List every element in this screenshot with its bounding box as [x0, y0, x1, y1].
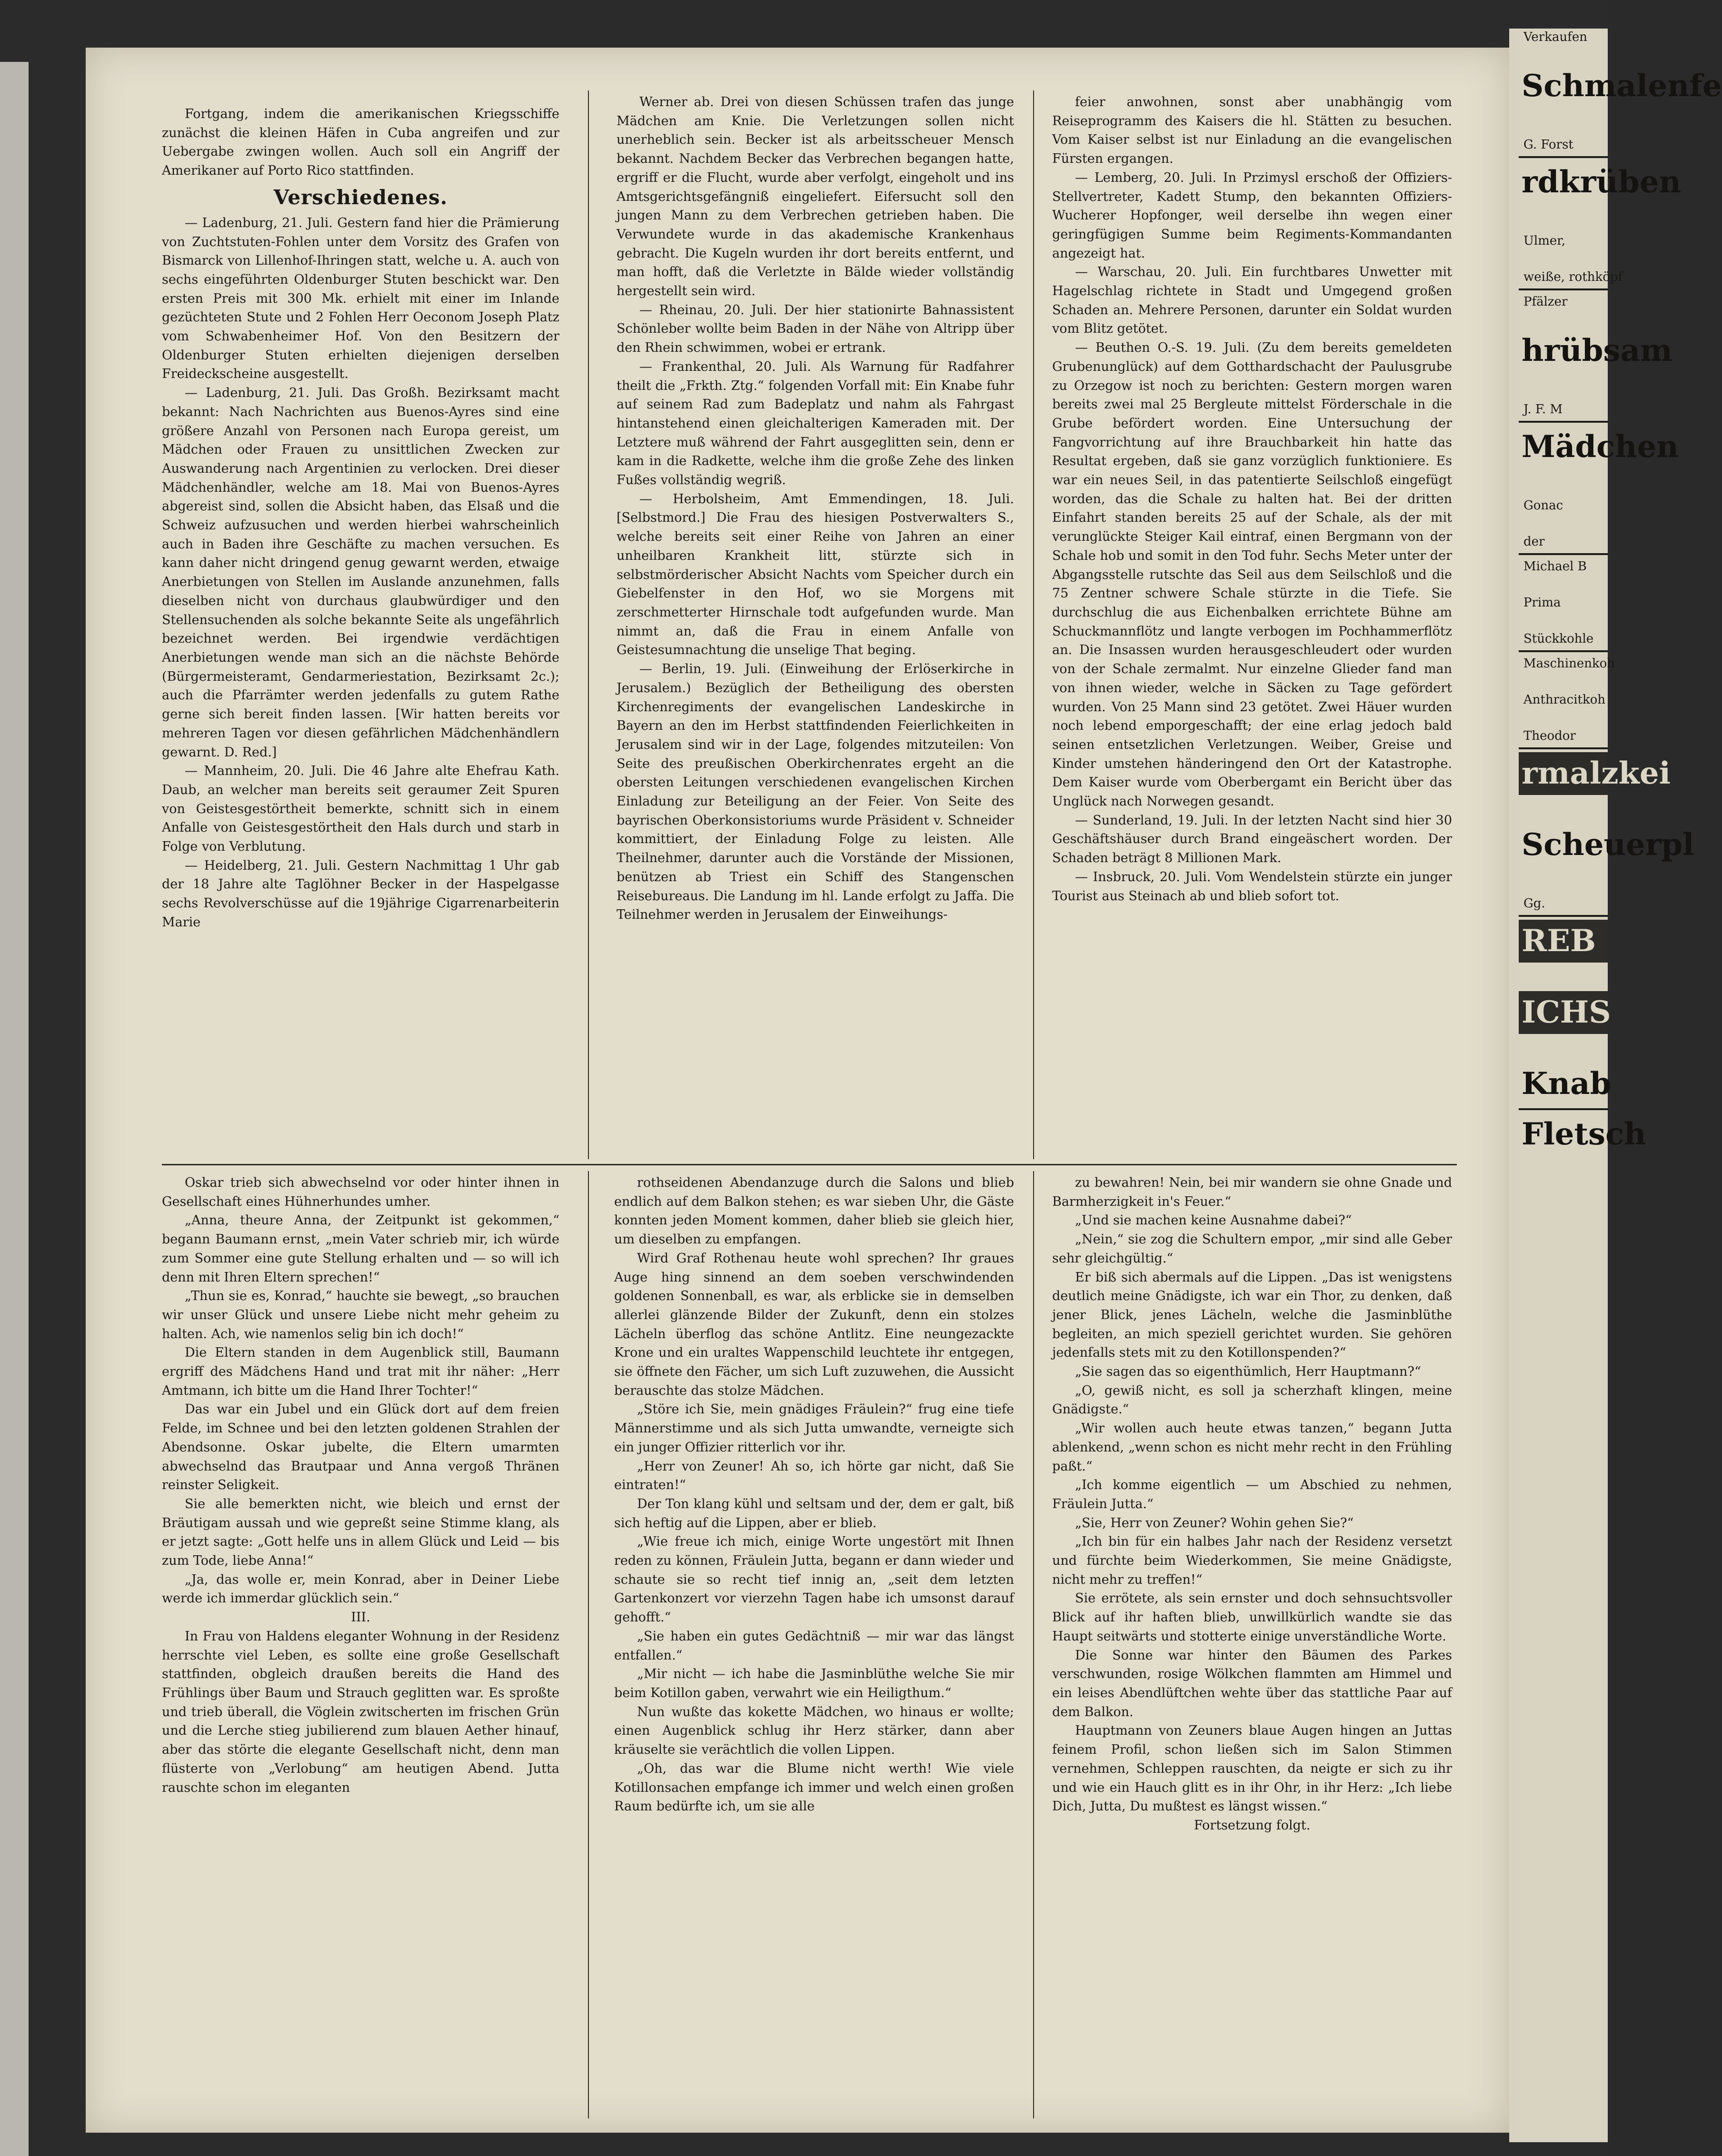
- article-paragraph: — Lemberg, 20. Juli. In Przimysl erschoß der Offiziers-Stellvertreter, Kadett Stump, den bekannten Offiziers-Wucherer Hopfonger, weil derselbe ihn wegen einer geringfügigen Summe beim Regiments-Kommandanten angezeigt hat.: [1052, 170, 1452, 261]
- adjacent-ad-fragment: Gg.: [1523, 896, 1545, 911]
- adjacent-ad-fragment: J. F. M: [1523, 402, 1563, 417]
- adjacent-ad-fragment: Ulmer,: [1523, 234, 1566, 248]
- article-paragraph: — Ladenburg, 21. Juli. Das Großh. Bezirksamt macht bekannt: Nach Nachrichten aus Buenos-Ayres sind eine größere Anzahl von Personen nach Europa gereist, um Mädchen oder Frauen zu unsittlichen Zwecken zur Auswanderung nach Argentinien zu verlocken. Drei dieser Mädchenhändler, welche am 18. Mai von Buenos-Ayres abgereist sind, sollen die Absicht haben, das Elsaß und die Schweiz aufzusuchen und werden hierbei wahrscheinlich auch in Baden ihre Geschäfte zu machen versuchen. Es kann daher nicht dringend genug gewarnt werden, etwaige Anerbietungen von Stellen im Auslande anzunehmen, falls dieselben nicht von durchaus glaubwürdiger und den Stellensuchenden als solche bekannte Seite als ungefährlich bezeichnet werden. Bei irgendwie verdächtigen Anerbietungen wende man sich an die nächste Behörde (Bürgermeisteramt, Gendarmeriestation, Bezirksamt 2c.); auch die Pfarrämter werden jedenfalls zu gutem Rathe gerne sich bereit finden lassen. [Wir hatten bereits vor mehreren Tagen vor diesen gefährlichen Mädchenhändlern gewarnt. D. Red.]: [162, 386, 559, 760]
- strip-spacer: [1519, 575, 1608, 594]
- article-paragraph: — Mannheim, 20. Juli. Die 46 Jahre alte Ehefrau Kath. Daub, an welcher man bereits seit geraumer Zeit Spuren von Geistesgestörtheit bemerkte, schnitt sich in einem Anfalle von Geistesgestörtheit den Hals durch und starb in Folge von Verblutung.: [162, 764, 559, 854]
- strip-spacer: [1519, 795, 1608, 824]
- article-paragraph: „Thun sie es, Konrad,“ hauchte sie bewegt, „so brauchen wir unser Glück und unsere Liebe nicht mehr geheim zu halten. Ach, wie namenlos selig bin ich doch!“: [162, 1289, 559, 1341]
- adjacent-ad-fragment: Maschinenkoh: [1523, 656, 1615, 671]
- article-paragraph: Der Ton klang kühl und seltsam und der, dem er galt, biß sich heftig auf die Lippen, aber er blieb.: [614, 1496, 1014, 1530]
- book-binding: [0, 62, 29, 2156]
- article-paragraph: In Frau von Haldens eleganter Wohnung in der Residenz herrschte viel Leben, es sollte eine große Gesellschaft stattfinden, obgleich draußen bereits die Hand des Frühlings über Baum und Strauch geglitten war. Es sproßte und trieb überall, die Vöglein zwitscherten im frischen Grün und die Lerche stieg jubilierend zum blauen Aether hinauf, aber das störte die elegante Gesellschaft nicht, denn man flüsterte von „Verlobung“ am heutigen Abend. Jutta rauschte schon im eleganten: [162, 1629, 559, 1795]
- adjacent-ad-fragment: weiße, rothköpf: [1523, 270, 1623, 284]
- strip-spacer: [1519, 963, 1608, 991]
- strip-spacer: [1519, 372, 1608, 401]
- article-paragraph: feier anwohnen, sonst aber unabhängig vom Reiseprogramm des Kaisers die hl. Stätten zu besuchen. Vom Kaiser selbst ist nur Einladung an die evangelischen Fürsten ergangen.: [1052, 95, 1452, 167]
- article-paragraph: Sie alle bemerkten nicht, wie bleich und ernst der Bräutigam aussah und wie gepreßt seine Stimme klang, als er jetzt sagte: „Gott helfe uns in allem Glück und Leid — bis zum Tode, liebe Anna!“: [162, 1496, 559, 1569]
- adjacent-ad-fragment: ICHS: [1519, 991, 1608, 1034]
- article-paragraph: „Wir wollen auch heute etwas tanzen,“ begann Jutta ablenkend, „wenn schon es nicht mehr recht in den Frühling paßt.“: [1052, 1421, 1452, 1474]
- article-paragraph: Werner ab. Drei von diesen Schüssen trafen das junge Mädchen am Knie. Die Verletzungen sollen nicht unerheblich sein. Becker ist als arbeitsscheuer Mensch bekannt. Nachdem Becker das Verbrechen begangen hatte, ergriff er die Flucht, wurde aber verfolgt, eingeholt und ins Amtsgerichtsgefängniß eingeliefert. Eifersucht soll den jungen Mann zu dem Verbrechen getrieben haben. Die Verwundete wurde in das akademische Krankenhaus gebracht. Die Kugeln wurden ihr dort bereits entfernt, und man hofft, daß die Verletzte in Bälde wieder vollständig hergestellt sein wird.: [617, 95, 1014, 299]
- column-rule: [1033, 90, 1034, 1159]
- strip-spacer: [1519, 553, 1608, 555]
- strip-spacer: [1519, 514, 1608, 533]
- strip-spacer: [1519, 310, 1608, 329]
- centered-line: III.: [351, 1610, 370, 1625]
- article-paragraph: Hauptmann von Zeuners blaue Augen hingen an Juttas feinem Profil, schon ließen sich im Salon Stimmen vernehmen, Schleppen rauschten, da neigte er sich zu ihr und wie ein Hauch glitt es in ihr Ohr, in ihr Herz: „Ich liebe Dich, Jutta, Du mußtest es längst wissen.“: [1052, 1723, 1452, 1814]
- strip-spacer: [1519, 708, 1608, 727]
- strip-spacer: [1519, 1108, 1608, 1110]
- top-column-3: [1052, 93, 1452, 1159]
- article-paragraph: — Berlin, 19. Juli. (Einweihung der Erlöserkirche in Jerusalem.) Bezüglich der Betheiligung des obersten Kirchenregiments der evangelischen Landeskirche in Bayern an den im Herbst stattfindenden Feierlichkeiten in Jerusalem sind wir in der Lage, folgendes mitzuteilen: Von Seite des preußischen Oberkirchenrates ergeht an die obersten Leitungen verschiedenen evangelischen Kirchen Einladung zur Beteiligung an der Feier. Von Seite des bayrischen Oberkonsistoriums wurde Präsident v. Schneider kommittiert, der Einladung Folge zu leisten. Alle Theilnehmer, darunter auch die Vorstände der Missionen, benützen ab Triest ein Schiff des Stangenschen Reisebureaus. Die Landung im hl. Lande erfolgt zu Jaffa. Die Teilnehmer werden in Jerusalem der Einweihungs-: [617, 662, 1014, 923]
- article-paragraph: zu bewahren! Nein, bei mir wandern sie ohne Gnade und Barmherzigkeit in's Feuer.“: [1052, 1175, 1452, 1209]
- article-paragraph: — Heidelberg, 21. Juli. Gestern Nachmittag 1 Uhr gab der 18 Jahre alte Taglöhner Becker in der Haspelgasse sechs Revolverschüsse auf die 19jährige Cigarrenarbeiterin Marie: [162, 858, 559, 930]
- adjacent-ad-fragment: Theodor: [1523, 729, 1576, 743]
- strip-spacer: [1519, 468, 1608, 497]
- article-paragraph: „Ich bin für ein halbes Jahr nach der Residenz versetzt und fürchte beim Wiederkommen, Sie meine Gnädigste, nicht mehr zu treffen!“: [1052, 1534, 1452, 1587]
- adjacent-ad-fragment: Verkaufen: [1523, 30, 1587, 44]
- section-rule: [162, 1164, 1457, 1165]
- adjacent-page-strip: [1519, 29, 1722, 2142]
- article-paragraph: „Störe ich Sie, mein gnädiges Fräulein?“ frug eine tiefe Männerstimme und als sich Jutta umwandte, verneigte sich ein junger Offizier ritterlich vor ihr.: [614, 1402, 1014, 1455]
- adjacent-ad-fragment: Scheuerpl: [1522, 827, 1694, 863]
- adjacent-ad-fragment: REB: [1519, 920, 1608, 963]
- adjacent-ad-fragment: G. Forst: [1523, 138, 1573, 152]
- bottom-column-3: [1052, 1173, 1452, 2121]
- newspaper-page: [86, 48, 1509, 2133]
- bottom-column-2: [614, 1173, 1014, 2121]
- article-paragraph: „Herr von Zeuner! Ah so, ich hörte gar nicht, daß Sie eintraten!“: [614, 1459, 1014, 1493]
- article-paragraph: „Sie sagen das so eigenthümlich, Herr Hauptmann?“: [1075, 1364, 1421, 1380]
- top-column-1: [162, 105, 559, 1152]
- article-paragraph: — Rheinau, 20. Juli. Der hier stationirte Bahnassistent Schönleber wollte beim Baden in der Nähe von Altripp über den Rhein schwimmen, wobei er ertrank.: [617, 302, 1014, 356]
- strip-spacer: [1519, 46, 1608, 65]
- adjacent-ad-fragment: rdkrüben: [1522, 164, 1682, 200]
- adjacent-ad-fragment: Fletsch: [1522, 1116, 1646, 1152]
- adjacent-ad-fragment: Michael B: [1523, 559, 1587, 574]
- article-paragraph: — Warschau, 20. Juli. Ein furchtbares Unwetter mit Hagelschlag richtete in Stadt und Umgegend großen Schaden an. Mehrere Personen, darunter ein Soldat wurden vom Blitz getötet.: [1052, 265, 1452, 337]
- strip-spacer: [1519, 108, 1608, 136]
- adjacent-ad-fragment: Schmalenfe: [1522, 68, 1722, 104]
- article-paragraph: Er biß sich abermals auf die Lippen. „Das ist wenigstens deutlich meine Gnädigste, ich war ein Thor, zu denken, daß jener Blick, jenes Lächeln, welche die Jasminblüthe begleiten, an mich speziell gerichtet wurden. Sie gehören jedenfalls stets mit zu den Kotillonspenden?“: [1052, 1270, 1452, 1361]
- adjacent-ad-fragment: Stückkohle: [1523, 632, 1594, 646]
- strip-spacer: [1519, 156, 1608, 158]
- article-paragraph: „Oh, das war die Blume nicht werth! Wie viele Kotillonsachen empfange ich immer und welch einen großen Raum bedürfte ich, um sie alle: [614, 1761, 1014, 1814]
- strip-spacer: [1519, 747, 1608, 749]
- strip-spacer: [1519, 204, 1608, 232]
- adjacent-ad-fragment: rmalzkei: [1519, 752, 1608, 795]
- article-paragraph: Oskar trieb sich abwechselnd vor oder hinter ihnen in Gesellschaft eines Hühnerhundes umher.: [162, 1175, 559, 1209]
- article-paragraph: „Ich komme eigentlich — um Abschied zu nehmen, Fräulein Jutta.“: [1052, 1478, 1452, 1511]
- article-paragraph: — Herbolsheim, Amt Emmendingen, 18. Juli. [Selbstmord.] Die Frau des hiesigen Postverwalters S., welche bereits seit einer Reihe von Jahren an einer unheilbaren Krankheit litt, stürzte sich in selbstmörderischer Absicht Nachts vom Speicher durch ein Giebelfenster in den Hof, wo sie Morgens mit zerschmetterter Hirnschale todt aufgefunden wurde. Man nimmt an, daß die Frau in einem Anfalle von Geistesumnachtung die unselige That beging.: [617, 491, 1014, 658]
- strip-spacer: [1519, 650, 1608, 652]
- article-paragraph: „Sie, Herr von Zeuner? Wohin gehen Sie?“: [1075, 1515, 1354, 1530]
- article-paragraph: „O, gewiß nicht, es soll ja scherzhaft klingen, meine Gnädigste.“: [1052, 1383, 1452, 1417]
- strip-spacer: [1519, 249, 1608, 268]
- article-paragraph: „Anna, theure Anna, der Zeitpunkt ist gekommen,“ begann Baumann ernst, „mein Vater schrieb mir, ich würde zum Sommer eine gute Stellung erhalten und — so will ich denn mit Ihren Eltern sprechen!“: [162, 1213, 559, 1285]
- adjacent-ad-fragment: Mädchen: [1522, 429, 1679, 465]
- strip-spacer: [1519, 421, 1608, 423]
- adjacent-ad-fragment: Knab: [1522, 1066, 1612, 1102]
- article-paragraph: Sie errötete, als sein ernster und doch sehnsuchtsvoller Blick auf ihr haften blieb, unwillkürlich wandte sie das Haupt seitwärts und stotterte einige unverständliche Worte.: [1052, 1591, 1452, 1644]
- article-paragraph: „Ja, das wolle er, mein Konrad, aber in Deiner Liebe werde ich immerdar glücklich sein.“: [162, 1572, 559, 1606]
- article-paragraph: Die Eltern standen in dem Augenblick still, Baumann ergriff des Mädchens Hand und trat mit ihr näher: „Herr Amtmann, ich bitte um die Hand Ihrer Tochter!“: [162, 1345, 559, 1398]
- article-paragraph: — Beuthen O.-S. 19. Juli. (Zu dem bereits gemeldeten Grubenunglück) auf dem Gotthardschacht der Paulusgrube zu Orzegow ist noch zu berichten: Gestern morgen waren bereits zwei mal 25 Bergleute mittelst Förderschale in die Grube befördert worden. Eine Untersuchung der Fangvorrichtung auf ihre Brauchbarkeit hin hatte das Resultat ergeben, daß sie ganz vorzüglich funktioniere. Es war ein neues Seil, in das patentierte Seilschloß eingefügt worden, das die Schale zu halten hat. Bei der dritten Einfahrt standen bereits 25 auf der Schale, als der mit verunglückte Steiger Kail eintraf, einen Bergmann von der Schale hob und somit in den Tod fuhr. Sechs Meter unter der Abgangsstelle rutschte das Seil aus dem Seilschloß und die 75 Zentner schwere Schale stürzte in die Tiefe. Sie durchschlug die aus Eichenbalken errichtete Bühne am Schuckmannflötz und langte verbogen im Pochhammerflötz an. Die Insassen wurden herausgeschleudert oder wurden von der Schale zermalmt. Nur einzelne Glieder fand man von ihnen wieder, welche in Säcken zu Tage gefördert wurden. Von 25 Mann sind 23 getötet. Zwei Häuer wurden noch lebend emporgeschafft; der eine erlag jedoch bald seinen entsetzlichen Verletzungen. Weiber, Greise und Kinder umstehen händeringend den Ort der Katastrophe. Dem Kaiser wurde vom Oberbergamt ein Bericht über das Unglück nach Norwegen gesandt.: [1052, 340, 1452, 809]
- page-edge: [1509, 29, 1519, 2142]
- article-paragraph: „Sie haben ein gutes Gedächtniß — mir war das längst entfallen.“: [614, 1629, 1014, 1663]
- article-paragraph: Fortgang, indem die amerikanischen Kriegsschiffe zunächst die kleinen Häfen in Cuba angreifen und zur Uebergabe zwingen wollen. Auch soll ein Angriff der Amerikaner auf Porto Rico stattfinden.: [162, 107, 559, 179]
- adjacent-ad-fragment: Gonac: [1523, 498, 1563, 513]
- strip-spacer: [1519, 915, 1608, 917]
- adjacent-ad-fragment: hrübsam: [1522, 333, 1672, 368]
- top-column-2: [617, 93, 1014, 1162]
- article-paragraph: rothseidenen Abendanzuge durch die Salons und blieb endlich auf dem Balkon stehen; es war sieben Uhr, die Gäste konnten jeden Moment kommen, daher blieb sie gleich hier, um dieselben zu empfangen.: [614, 1175, 1014, 1247]
- article-paragraph: — Frankenthal, 20. Juli. Als Warnung für Radfahrer theilt die „Frkth. Ztg.“ folgenden Vorfall mit: Ein Knabe fuhr auf seinem Rad zum Badeplatz und nahm als Fahrgast hintanstehend einen gleichalterigen Kameraden mit. Der Letztere muß während der Fahrt ausgeglitten sein, denn er kam in die Radkette, welche ihm die große Zehe des linken Fußes vollständig wegriß.: [617, 359, 1014, 488]
- strip-spacer: [1519, 1034, 1608, 1063]
- column-rule: [588, 1171, 589, 2118]
- article-paragraph: — Insbruck, 20. Juli. Vom Wendelstein stürzte ein junger Tourist aus Steinach ab und blieb sofort tot.: [1052, 869, 1452, 904]
- strip-spacer: [1519, 866, 1608, 895]
- column-rule: [588, 90, 589, 1159]
- column-rule: [1033, 1171, 1034, 2118]
- adjacent-ad-fragment: Anthracitkoh: [1523, 693, 1606, 707]
- article-paragraph: Das war ein Jubel und ein Glück dort auf dem freien Felde, im Schnee und bei den letzten goldenen Strahlen der Abendsonne. Oskar jubelte, die Eltern umarmten abwechselnd das Brautpaar und Anna vergoß Thränen reinster Seligkeit.: [162, 1402, 559, 1493]
- article-paragraph: „Nein,“ sie zog die Schultern empor, „mir sind alle Geber sehr gleichgültig.“: [1052, 1232, 1452, 1266]
- strip-spacer: [1519, 611, 1608, 630]
- centered-line: Fortsetzung folgt.: [1194, 1818, 1311, 1833]
- adjacent-ad-fragment: Pfälzer: [1523, 295, 1568, 309]
- article-paragraph: — Ladenburg, 21. Juli. Gestern fand hier die Prämierung von Zuchtstuten-Fohlen unter dem Vorsitz des Grafen von Bismarck von Lillenhof-Ihringen statt, welche u. A. auch von sechs eingeführten Oldenburger Stuten beschickt war. Den ersten Preis mit 300 Mk. erhielt mit einer im Inlande gezüchteten Stute und 2 Fohlen Herr Oeconom Joseph Platz vom Schwabenheimer Hof. Von den Besitzern der Oldenburger Stuten erhielten diejenigen derselben Freideckscheine ausgestellt.: [162, 215, 559, 382]
- strip-spacer: [1519, 1156, 1608, 1184]
- strip-spacer: [1519, 288, 1608, 290]
- article-paragraph: Die Sonne war hinter den Bäumen des Parkes verschwunden, rosige Wölkchen flammten am Himmel und ein leises Abendlüftchen wehte über das stattliche Paar auf dem Balkon.: [1052, 1648, 1452, 1719]
- article-paragraph: „Wie freue ich mich, einige Worte ungestört mit Ihnen reden zu können, Fräulein Jutta, begann er dann wieder und schaute sie so recht tief innig an, „seit dem letzten Gartenkonzert vor vierzehn Tagen habe ich umsonst darauf gehofft.“: [614, 1534, 1014, 1625]
- adjacent-ad-fragment: Prima: [1523, 596, 1561, 610]
- article-paragraph: „Mir nicht — ich habe die Jasminblüthe welche Sie mir beim Kotillon gaben, verwahrt wie ein Heiligthum.“: [614, 1667, 1014, 1700]
- article-paragraph: „Und sie machen keine Ausnahme dabei?“: [1075, 1213, 1352, 1228]
- article-paragraph: Wird Graf Rothenau heute wohl sprechen? Ihr graues Auge hing sinnend an dem soeben verschwindenden goldenen Sonnenball, es war, als erblicke sie in demselben allerlei glänzende Bilder der Zukunft, denn ein stolzes Lächeln überflog das schöne Antlitz. Eine neungezackte Krone und ein uraltes Wappenschild leuchtete ihr entgegen, sie öffnete den Fächer, um sich Luft zuzuwehen, die Aussicht berauschte das stolze Mädchen.: [614, 1251, 1014, 1398]
- article-paragraph: — Sunderland, 19. Juli. In der letzten Nacht sind hier 30 Geschäftshäuser durch Brand eingeäschert worden. Der Schaden beträgt 8 Millionen Mark.: [1052, 813, 1452, 866]
- bottom-column-1: [162, 1173, 559, 2121]
- section-heading: Verschiedenes.: [273, 185, 448, 209]
- adjacent-ad-fragment: der: [1523, 535, 1545, 549]
- article-paragraph: Nun wußte das kokette Mädchen, wo hinaus er wollte; einen Augenblick schlug ihr Herz stärker, dann aber kräuselte sie verächtlich die vollen Lippen.: [614, 1704, 1014, 1758]
- strip-spacer: [1519, 672, 1608, 691]
